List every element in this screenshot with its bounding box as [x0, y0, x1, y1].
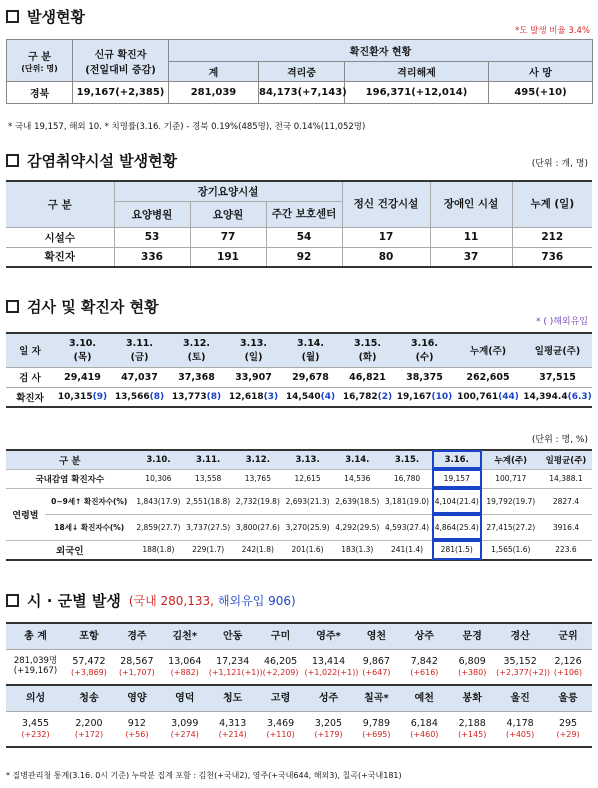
cell-u10: 2,639(18.5) — [332, 488, 382, 514]
city-count — [161, 649, 209, 685]
hdr-date-cell — [111, 333, 168, 367]
row-label-domestic: 국내감염 확진자수 — [6, 469, 134, 488]
checkbox-square-icon — [6, 154, 19, 167]
cell-total: 281,039 — [169, 82, 259, 104]
cell-foreign: 201(1.6) — [283, 540, 333, 560]
hdr-release: 격리해제 — [345, 62, 489, 82]
cell-foreign: 242(1.8) — [233, 540, 283, 560]
row-label-under18: 18세↓ 확진자수(%) — [45, 514, 134, 540]
confirmed-value: 19,167 — [396, 391, 432, 402]
checkbox-square-icon — [6, 10, 19, 23]
city-delta: (+110) — [266, 729, 295, 739]
city-count — [113, 711, 161, 747]
city-name: 성주 — [305, 685, 353, 711]
hdr-date-weekday: (화) — [358, 351, 377, 363]
section-title-vulnerable — [6, 150, 177, 171]
city-count — [544, 711, 592, 747]
cell-foreign: 1,565(1.6) — [482, 540, 540, 560]
cell-o18: 2,859(27.7) — [134, 514, 184, 540]
cell-confirmed — [453, 387, 523, 407]
city-count — [400, 649, 448, 685]
city-delta: (+214) — [218, 729, 247, 739]
fatality-note: * 국내 19,157, 해외 10. * 치명률(3.16. 기준) - 경북 0.19%(485명), 전국 0.14%(11,052명) — [8, 122, 366, 132]
cell: 17 — [342, 227, 430, 247]
city-delta: (+405) — [506, 729, 535, 739]
city-total: 6,184 — [410, 717, 438, 729]
hdr-date-cell — [282, 333, 339, 367]
table-row — [6, 247, 592, 267]
city-total: 35,152 — [503, 655, 537, 667]
hdr-date-cell: 3.15. — [382, 450, 432, 469]
hdr-date-cell: 3.13. — [283, 450, 333, 469]
city-name: 울릉 — [544, 685, 592, 711]
overseas-note: * ( )해외유입 — [535, 317, 588, 327]
hdr-gubun — [7, 40, 73, 82]
hdr-date-weekday: (일) — [244, 351, 263, 363]
city-count — [257, 711, 305, 747]
confirmed-value: 14,394.4 — [523, 391, 568, 402]
hdr-daycare: 주간 보호센터 — [266, 201, 342, 227]
table-row — [6, 227, 592, 247]
confirmed-value: 10,315 — [57, 391, 93, 402]
cell-test: 46,821 — [339, 367, 396, 387]
occurrence-table — [6, 39, 593, 104]
city-delta: (+1,707) — [118, 667, 155, 677]
cell-confirmed — [282, 387, 339, 407]
row-label-foreign: 외국인 — [6, 540, 134, 560]
cell: 54 — [266, 227, 342, 247]
section-title-occurrence — [6, 6, 85, 27]
cell-foreign: 188(1.8) — [134, 540, 184, 560]
overseas-value: (9) — [92, 391, 108, 402]
omission-note: * 질병관리청 통계(3.16. 0시 기준) 누락분 집계 포함 : 김천(+국내2), 영주(+국내644, 해외3), 칠곡(+국내181) — [6, 771, 402, 780]
city-count — [305, 711, 353, 747]
cell-confirmed — [339, 387, 396, 407]
hdr-nursing-hospital: 요양병원 — [114, 201, 190, 227]
row-label-test: 검 사 — [6, 367, 54, 387]
cell-o18: 3,270(25.9) — [283, 514, 333, 540]
cell: 92 — [266, 247, 342, 267]
city-count — [448, 711, 496, 747]
confirmed-value: 13,773 — [171, 391, 207, 402]
cell-foreign: 223.6 — [540, 540, 592, 560]
hdr-status: 확진환자 현황 — [169, 40, 593, 62]
confirmed-value: 13,566 — [114, 391, 150, 402]
cell-u10: 19,792(19.7) — [482, 488, 540, 514]
cell: 336 — [114, 247, 190, 267]
hdr-date-cell: 3.16. — [432, 450, 482, 469]
hdr-date-cell: 3.10. — [134, 450, 184, 469]
city-delta: (+3,869) — [71, 667, 107, 677]
cell: 11 — [430, 227, 512, 247]
cell-o18: 3,800(27.6) — [233, 514, 283, 540]
hdr-daily-average: 일평균(주) — [523, 333, 592, 367]
hdr-new-text: 신규 확진자 — [94, 49, 147, 61]
confirmed-value: 16,782 — [342, 391, 378, 402]
cell-dom: 10,306 — [134, 469, 184, 488]
city-count — [113, 649, 161, 685]
cell-confirmed — [111, 387, 168, 407]
city-total: 4,313 — [219, 717, 247, 729]
hdr-date: 일 자 — [6, 333, 54, 367]
city-count — [208, 649, 263, 685]
overseas-value: (8) — [206, 391, 222, 402]
city-count — [496, 711, 544, 747]
hdr-new — [73, 40, 169, 82]
city-count — [352, 711, 400, 747]
city-name: 봉화 — [448, 685, 496, 711]
city-total: 7,842 — [410, 655, 438, 667]
city-count — [496, 649, 551, 685]
cell-dom: 19,157 — [432, 469, 482, 488]
hdr-date-day: 3.13. — [239, 337, 268, 349]
city-name: 고령 — [257, 685, 305, 711]
hdr-gubun: 구 분 — [6, 181, 114, 227]
hdr-cumulative: 누계(주) — [453, 333, 523, 367]
city-delta: (+56) — [125, 729, 149, 739]
cell-confirmed — [396, 387, 453, 407]
city-name: 김천* — [161, 623, 209, 649]
cell-u10: 2827.4 — [540, 488, 592, 514]
section-title-text: 시 · 군별 발생 — [27, 592, 121, 610]
cell: 80 — [342, 247, 430, 267]
cell: 191 — [190, 247, 266, 267]
title-overseas: 해외유입 906) — [217, 594, 296, 608]
city-delta: (+460) — [410, 729, 439, 739]
city-count — [257, 649, 305, 685]
city-delta: (+106) — [553, 667, 583, 677]
city-total: 3,469 — [266, 717, 295, 729]
city-delta: (+2,377(+2)) — [496, 667, 551, 677]
hdr-date-day: 3.11. — [125, 337, 154, 349]
hdr-date-weekday: (월) — [301, 351, 320, 363]
city-name: 경주 — [113, 623, 161, 649]
city-name: 영양 — [113, 685, 161, 711]
hdr-date-day: 3.15. — [353, 337, 382, 349]
city-count — [544, 649, 592, 685]
cell-o18: 3,737(27.5) — [183, 514, 233, 540]
city-count — [352, 649, 400, 685]
city-count — [400, 711, 448, 747]
hdr-date-cell: 3.14. — [332, 450, 382, 469]
city-total: 2,188 — [458, 717, 486, 729]
checkbox-square-icon — [6, 300, 19, 313]
table-row — [6, 469, 592, 488]
hdr-long-term: 장기요양시설 — [114, 181, 342, 201]
cell-foreign: 281(1.5) — [432, 540, 482, 560]
cell-u10: 2,551(18.8) — [183, 488, 233, 514]
row-label-gyeongbuk: 경북 — [7, 82, 73, 104]
cell-foreign: 241(1.4) — [382, 540, 432, 560]
hdr-date-cell: 일평균(주) — [540, 450, 592, 469]
city-count — [304, 649, 359, 685]
hdr-death: 사 망 — [489, 62, 593, 82]
section-title-text: 감염취약시설 발생현황 — [27, 152, 178, 170]
row-label-confirmed: 확진자 — [6, 387, 54, 407]
section-title-tests — [6, 296, 159, 317]
hdr-gubun-sub: (단위: 명) — [21, 63, 58, 73]
cell-confirmed — [225, 387, 282, 407]
cell-test: 38,375 — [396, 367, 453, 387]
table-row — [6, 387, 592, 407]
hdr-cumulative: 누계 (일) — [512, 181, 592, 227]
cities-table — [6, 622, 592, 748]
cell-confirmed — [54, 387, 111, 407]
overseas-value: (3) — [263, 391, 279, 402]
section-title-cities — [6, 590, 296, 611]
city-total: 9,789 — [362, 717, 390, 729]
hdr-date-weekday: (금) — [130, 351, 149, 363]
hdr-date-weekday: (토) — [187, 351, 206, 363]
cell-test: 37,515 — [523, 367, 592, 387]
cell-test: 33,907 — [225, 367, 282, 387]
cell-dom: 13,765 — [233, 469, 283, 488]
city-name: 영천 — [352, 623, 400, 649]
unit-note-2: (단위 : 명, %) — [531, 435, 588, 445]
city-total: 17,234 — [216, 655, 250, 667]
overseas-value: (2) — [377, 391, 393, 402]
cell-dom: 13,558 — [183, 469, 233, 488]
cell-dom: 12,615 — [283, 469, 333, 488]
hdr-date-cell — [168, 333, 225, 367]
title-domestic: (국내 280,133, — [128, 594, 214, 608]
cell-foreign: 229(1.7) — [183, 540, 233, 560]
cell: 53 — [114, 227, 190, 247]
city-total: 28,567 — [120, 655, 154, 667]
city-name: 예천 — [400, 685, 448, 711]
city-delta: (+274) — [170, 729, 199, 739]
cell-death: 495(+10) — [489, 82, 593, 104]
hdr-date-day: 3.14. — [296, 337, 325, 349]
cell-confirmed — [168, 387, 225, 407]
overseas-value: (8) — [149, 391, 165, 402]
city-name: 총 계 — [6, 623, 65, 649]
confirmed-value: 100,761 — [457, 391, 499, 402]
cell: 212 — [512, 227, 592, 247]
overseas-value: (10) — [431, 391, 453, 402]
hdr-date-day: 3.12. — [182, 337, 211, 349]
hdr-date-day: 3.16. — [410, 337, 439, 349]
hdr-date-cell — [225, 333, 282, 367]
hdr-date-cell — [54, 333, 111, 367]
overseas-value: (6.3) — [567, 391, 592, 402]
checkbox-square-icon — [6, 594, 19, 607]
confirmed-value: 12,618 — [228, 391, 264, 402]
hdr-date-weekday: (목) — [73, 351, 92, 363]
city-delta: (+647) — [362, 667, 391, 677]
age-table — [6, 449, 592, 561]
city-total: 3,455 — [21, 717, 50, 729]
cell-o18: 4,864(25.4) — [432, 514, 482, 540]
city-delta: (+2,209) — [262, 667, 299, 677]
vulnerable-table — [6, 180, 592, 268]
cell-u10: 2,693(21.3) — [283, 488, 333, 514]
cell-test: 29,419 — [54, 367, 111, 387]
cell-test: 262,605 — [453, 367, 523, 387]
city-name: 구미 — [257, 623, 305, 649]
city-name: 영덕 — [161, 685, 209, 711]
overseas-value: (4) — [320, 391, 336, 402]
cell-dom: 14,536 — [332, 469, 382, 488]
city-total: 295 — [558, 717, 578, 729]
cell-dom: 16,780 — [382, 469, 432, 488]
cell-o18: 3916.4 — [540, 514, 592, 540]
tests-table — [6, 332, 592, 408]
city-total: 13,064 — [168, 655, 202, 667]
hdr-date-cell: 누계(주) — [482, 450, 540, 469]
unit-note: (단위 : 개, 명) — [531, 159, 588, 169]
city-delta: (+1,022(+1)) — [304, 667, 359, 677]
section-title-text: 발생현황 — [27, 8, 85, 26]
overseas-value: (44) — [498, 391, 519, 402]
cell-u10: 1,843(17.9) — [134, 488, 184, 514]
city-delta: (+1,121(+1)) — [208, 667, 263, 677]
city-name: 포항 — [65, 623, 113, 649]
city-delta: (+380) — [458, 667, 487, 677]
cell-u10: 2,732(19.8) — [233, 488, 283, 514]
city-delta: (+232) — [21, 729, 50, 739]
city-total: 2,126 — [554, 655, 582, 667]
city-total: 9,867 — [362, 655, 390, 667]
hdr-gubun-text: 구 분 — [28, 51, 51, 63]
ratio-note: *도 발생 비율 3.4% — [514, 26, 590, 36]
city-delta: (+172) — [74, 729, 104, 739]
city-delta: (+19,167) — [13, 665, 58, 676]
cell-dom: 100,717 — [482, 469, 540, 488]
cell-u10: 4,104(21.4) — [432, 488, 482, 514]
hdr-new-sub: (전일대비 증감) — [85, 64, 156, 76]
city-total: 57,472 — [72, 655, 106, 667]
cell-confirmed — [523, 387, 592, 407]
city-count — [161, 711, 209, 747]
city-name: 울진 — [496, 685, 544, 711]
hdr-isolation: 격리중 — [259, 62, 345, 82]
hdr-date-cell — [339, 333, 396, 367]
cell-o18: 4,292(29.5) — [332, 514, 382, 540]
city-name: 의성 — [6, 685, 65, 711]
city-delta: (+882) — [170, 667, 199, 677]
cell-o18: 27,415(27.2) — [482, 514, 540, 540]
cell-isolation: 84,173(+7,143) — [259, 82, 345, 104]
city-count — [448, 649, 496, 685]
hdr-date-cell — [396, 333, 453, 367]
cell-foreign: 183(1.3) — [332, 540, 382, 560]
city-name: 경산 — [496, 623, 544, 649]
row-label: 시설수 — [6, 227, 114, 247]
city-delta: (+29) — [556, 729, 580, 739]
hdr-nursing-home: 요양원 — [190, 201, 266, 227]
cell-test: 47,037 — [111, 367, 168, 387]
table-row — [6, 367, 592, 387]
hdr-total: 계 — [169, 62, 259, 82]
city-name: 영주* — [305, 623, 353, 649]
cell: 77 — [190, 227, 266, 247]
city-name: 청송 — [65, 685, 113, 711]
city-name: 청도 — [209, 685, 257, 711]
table-row — [6, 488, 592, 514]
city-delta: (+616) — [410, 667, 439, 677]
city-total: 912 — [127, 717, 146, 729]
city-count — [6, 711, 65, 747]
city-total: 13,414 — [311, 655, 346, 667]
row-label-under10: 0∼9세↑ 확진자수(%) — [45, 488, 134, 514]
cell-test: 37,368 — [168, 367, 225, 387]
city-total: 6,809 — [458, 655, 486, 667]
row-label: 확진자 — [6, 247, 114, 267]
cell-new: 19,167(+2,385) — [73, 82, 169, 104]
city-total: 3,205 — [314, 717, 343, 729]
cell-release: 196,371(+12,014) — [345, 82, 489, 104]
table-row — [6, 540, 592, 560]
hdr-gubun: 구 분 — [6, 450, 134, 469]
table-row — [6, 514, 592, 540]
city-count — [6, 649, 65, 685]
city-name: 안동 — [209, 623, 257, 649]
cell-dom: 14,388.1 — [540, 469, 592, 488]
cell-o18: 4,593(27.4) — [382, 514, 432, 540]
city-total: 46,205 — [263, 655, 298, 667]
cell-test: 29,678 — [282, 367, 339, 387]
city-total: 4,178 — [506, 717, 534, 729]
cell-u10: 3,181(19.0) — [382, 488, 432, 514]
city-total: 3,099 — [171, 717, 199, 729]
section-title-text: 검사 및 확진자 현황 — [27, 298, 159, 316]
hdr-date-cell: 3.12. — [233, 450, 283, 469]
city-total: 281,039명 — [13, 655, 58, 666]
city-count — [65, 711, 113, 747]
city-delta: (+145) — [458, 729, 487, 739]
confirmed-value: 14,540 — [285, 391, 321, 402]
city-name: 칠곡* — [352, 685, 400, 711]
row-label-age: 연령별 — [6, 488, 45, 540]
city-name: 군위 — [544, 623, 592, 649]
city-count — [65, 649, 113, 685]
hdr-mental: 정신 건강시설 — [342, 181, 430, 227]
city-count — [209, 711, 257, 747]
hdr-date-cell: 3.11. — [183, 450, 233, 469]
hdr-disabled: 장애인 시설 — [430, 181, 512, 227]
cell: 37 — [430, 247, 512, 267]
hdr-date-day: 3.10. — [68, 337, 97, 349]
cell: 736 — [512, 247, 592, 267]
city-delta: (+179) — [314, 729, 343, 739]
city-name: 문경 — [448, 623, 496, 649]
city-delta: (+695) — [362, 729, 391, 739]
hdr-date-weekday: (수) — [415, 351, 434, 363]
city-name: 상주 — [400, 623, 448, 649]
city-total: 2,200 — [75, 717, 103, 729]
